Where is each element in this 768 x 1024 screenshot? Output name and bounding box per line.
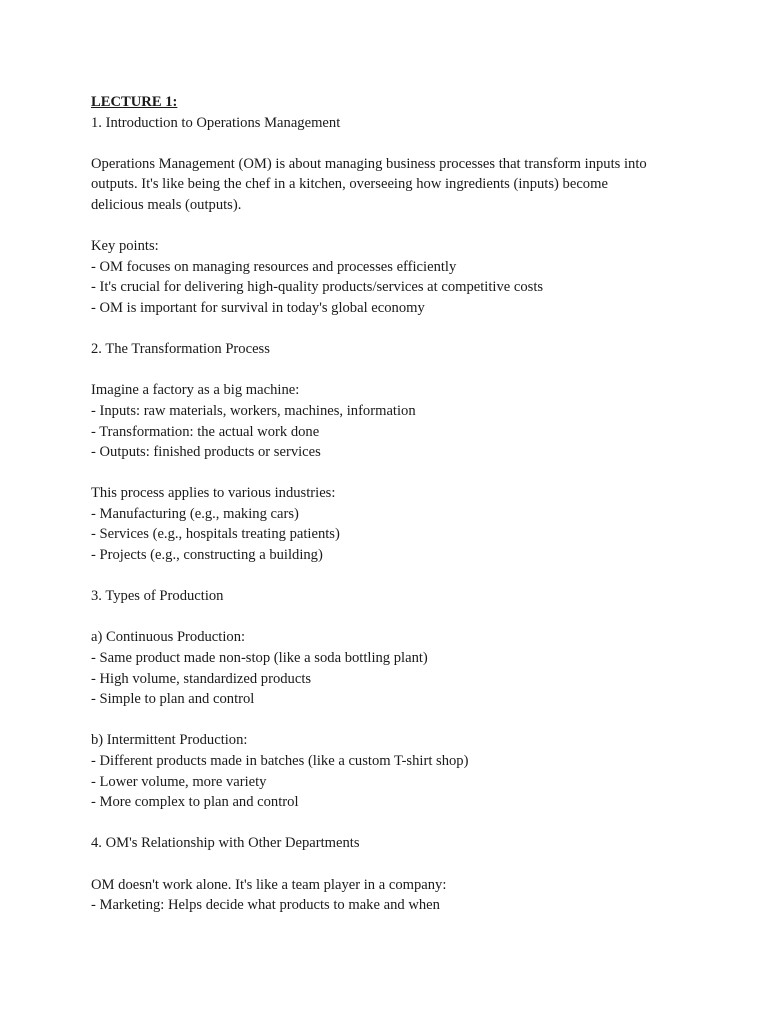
section-1-title: 1. Introduction to Operations Management <box>91 114 341 131</box>
paragraph-line: outputs. It's like being the chef in a kitchen, overseeing how ingredients (inputs) become <box>91 176 608 193</box>
list-item: - Lower volume, more variety <box>91 773 267 790</box>
spacer <box>91 710 691 731</box>
paragraph-line: delicious meals (outputs). <box>91 196 242 213</box>
key-points-label: Key points: <box>91 238 159 255</box>
spacer <box>91 133 691 154</box>
list-item: - Inputs: raw materials, workers, machines, information <box>91 402 416 419</box>
list-item: - Same product made non-stop (like a soda bottling plant) <box>91 650 428 667</box>
subsection-b-title: b) Intermittent Production: <box>91 732 248 749</box>
section-2-intro: Imagine a factory as a big machine: <box>91 382 300 399</box>
list-item: - Services (e.g., hospitals treating patients) <box>91 526 340 543</box>
list-item: - Outputs: finished products or services <box>91 444 321 461</box>
list-item: - OM focuses on managing resources and processes efficiently <box>91 258 457 275</box>
document-body <box>91 92 691 916</box>
section-2-title: 2. The Transformation Process <box>91 341 270 358</box>
list-item: - Different products made in batches (like a custom T-shirt shop) <box>91 753 469 769</box>
section-4-title: 4. OM's Relationship with Other Departments <box>91 835 360 852</box>
list-item: - OM is important for survival in today's global economy <box>91 299 425 316</box>
spacer <box>91 216 691 237</box>
list-item: - Transformation: the actual work done <box>91 423 320 440</box>
spacer <box>91 463 691 484</box>
list-item: - High volume, standardized products <box>91 670 312 687</box>
subsection-a-title: a) Continuous Production: <box>91 629 246 646</box>
spacer <box>91 360 691 381</box>
spacer <box>91 607 691 628</box>
spacer <box>91 854 691 875</box>
spacer <box>91 319 691 340</box>
list-item: - Projects (e.g., constructing a building) <box>91 547 323 564</box>
section-4-intro: OM doesn't work alone. It's like a team player in a company: <box>91 876 447 893</box>
paragraph-line: Operations Management (OM) is about managing business processes that transform inputs into <box>91 155 647 172</box>
list-item: - Simple to plan and control <box>91 691 255 708</box>
list-item: - More complex to plan and control <box>91 794 299 811</box>
list-item: - Marketing: Helps decide what products to make and when <box>91 897 440 914</box>
section-3-title: 3. Types of Production <box>91 588 224 605</box>
industries-intro: This process applies to various industries: <box>91 485 336 502</box>
spacer <box>91 566 691 587</box>
lecture-heading: LECTURE 1: <box>91 94 178 110</box>
list-item: - Manufacturing (e.g., making cars) <box>91 505 299 522</box>
spacer <box>91 813 691 834</box>
list-item: - It's crucial for delivering high-quality products/services at competitive costs <box>91 279 544 296</box>
